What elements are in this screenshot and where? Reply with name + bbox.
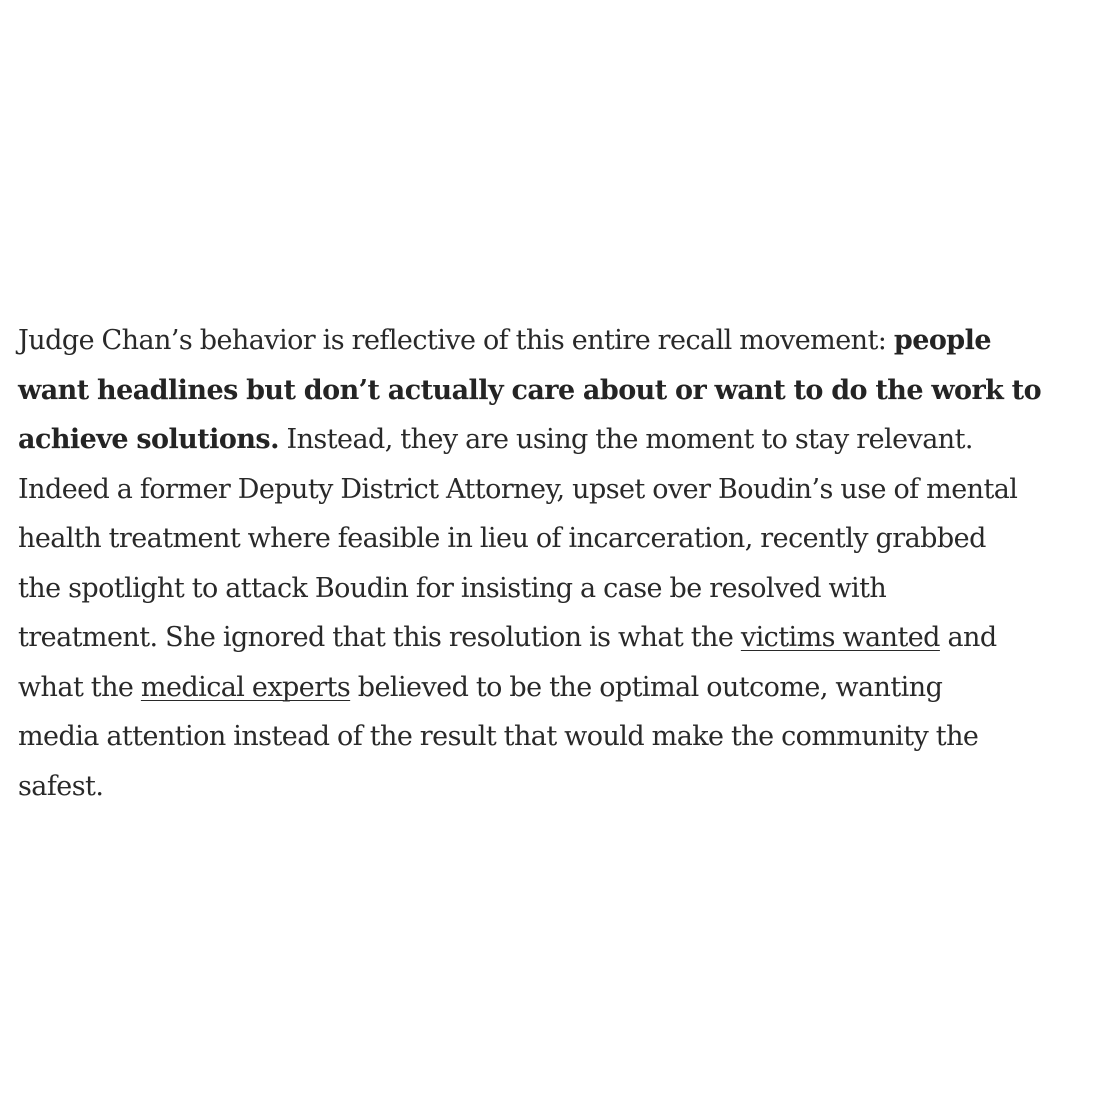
paragraph-line-3 — [18, 415, 1098, 465]
text-segment: what the — [18, 671, 141, 703]
paragraph-line-1 — [18, 316, 1098, 366]
article-paragraph — [18, 316, 1098, 811]
text-segment: and — [939, 622, 997, 653]
text-segment: believed to be the optimal outcome, wanting — [350, 671, 943, 703]
text-segment: Judge Chan’s behavior is reflective of this entire recall movement: — [18, 325, 894, 356]
text-segment: treatment. She ignored that this resolution is what the — [18, 622, 741, 653]
bold-emphasis: achieve solutions. — [18, 424, 279, 455]
victims-wanted-link[interactable]: victims wanted — [740, 622, 940, 653]
paragraph-line-2 — [18, 366, 1098, 416]
bold-emphasis: people — [893, 325, 991, 356]
paragraph-line-8 — [18, 663, 1098, 713]
paragraph-line-5: health treatment where feasible in lieu of incarceration, recently grabbed — [18, 523, 986, 554]
bold-emphasis: want headlines but don’t actually care about or want to do the work to — [18, 374, 1042, 406]
text-segment: Instead, they are using the moment to stay relevant. — [278, 424, 973, 455]
medical-experts-link[interactable]: medical experts — [140, 671, 351, 703]
paragraph-line-9: media attention instead of the result that would make the community the — [18, 721, 979, 752]
paragraph-line-10: safest. — [18, 770, 104, 802]
paragraph-line-7 — [18, 613, 1098, 663]
paragraph-line-4: Indeed a former Deputy District Attorney, upset over Boudin’s use of mental — [18, 473, 1018, 505]
paragraph-line-6: the spotlight to attack Boudin for insisting a case be resolved with — [18, 572, 887, 604]
